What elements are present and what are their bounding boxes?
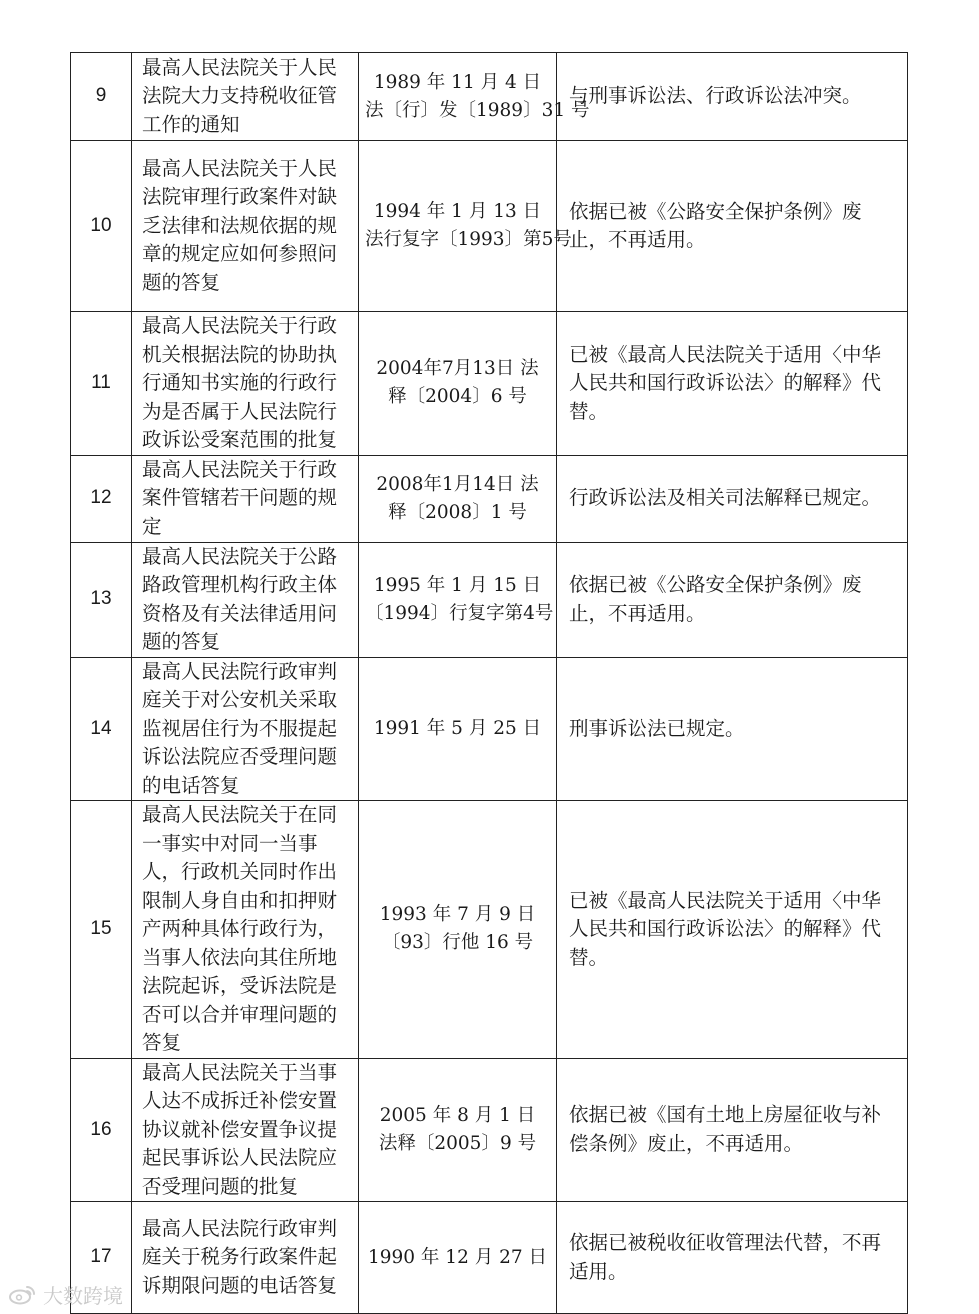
document-title: 最高人民法院关于行政机关根据法院的协助执行通知书实施的行政行为是否属于人民法院行政诉讼受案范围的批复 (142, 314, 338, 451)
document-number: 〔93〕行他 16 号 (381, 932, 534, 954)
issue-date: 2004年7月13日 法 (376, 358, 539, 380)
issue-date-cell (359, 455, 557, 542)
weibo-logo-icon (8, 1283, 38, 1305)
issue-date-cell (359, 801, 557, 1059)
table-row (71, 657, 908, 801)
row-number: 15 (71, 801, 132, 1059)
issue-date: 2005 年 8 月 1 日 (379, 1104, 536, 1126)
issue-date-cell (359, 53, 590, 141)
repeal-reason: 行政诉讼法及相关司法解释已规定。 (569, 486, 882, 510)
issue-date: 1991 年 5 月 25 日 (373, 717, 542, 739)
table-row (71, 542, 908, 657)
table-row (71, 1058, 908, 1202)
repeal-reason-cell (557, 801, 908, 1059)
watermark (8, 1281, 123, 1307)
issue-date: 1989 年 11 月 4 日 (373, 71, 542, 93)
document-title: 最高人民法院关于公路路政管理机构行政主体资格及有关法律适用问题的答复 (142, 544, 338, 653)
row-number: 11 (71, 312, 132, 456)
table-row (71, 312, 908, 456)
row-number: 10 (71, 141, 132, 312)
repeal-reason-cell (557, 1202, 908, 1314)
repeal-reason: 已被《最高人民法院关于适用〈中华人民共和国行政诉讼法〉的解释》代替。 (569, 342, 882, 423)
document-title-cell (132, 1058, 359, 1202)
document-number: 释〔2004〕6 号 (388, 386, 527, 408)
issue-date-cell (359, 657, 557, 801)
issue-date: 2008年1月14日 法 (376, 473, 539, 495)
document-number: 法行复字〔1993〕第5号 (365, 229, 572, 250)
document-title-cell (132, 1202, 359, 1314)
document-number: 法释〔2005〕9 号 (378, 1132, 537, 1154)
issue-date: 1993 年 7 月 9 日 (379, 904, 536, 926)
document-number: 法〔行〕发〔1989〕31 号 (365, 99, 590, 121)
document-title: 最高人民法院行政审判庭关于对公安机关采取监视居住行为不服提起诉讼法院应否受理问题的电话答复 (142, 659, 338, 797)
row-number: 14 (71, 657, 132, 801)
table-row (71, 801, 908, 1059)
issue-date-cell (359, 542, 557, 657)
table-row (71, 1202, 908, 1314)
document-title-cell (132, 542, 359, 657)
row-number: 12 (71, 455, 132, 542)
repeal-reason: 与刑事诉讼法、行政诉讼法冲突。 (569, 84, 862, 108)
issue-date-cell (359, 141, 572, 312)
document-title-cell (132, 53, 359, 141)
repeal-reason: 已被《最高人民法院关于适用〈中华人民共和国行政诉讼法〉的解释》代替。 (569, 888, 882, 969)
table-row (71, 53, 908, 141)
repeal-reason-cell (557, 141, 908, 312)
document-title: 最高人民法院关于人民法院审理行政案件对缺乏法律和法规依据的规章的规定应如何参照问题的答复 (142, 156, 338, 294)
issue-date-cell (359, 1058, 557, 1202)
issue-date: 1995 年 1 月 15 日 (373, 574, 542, 596)
issue-date-cell (359, 1202, 557, 1314)
document-title: 最高人民法院行政审判庭关于税务行政案件起诉期限问题的电话答复 (142, 1216, 338, 1297)
repeal-reason: 依据已被《国有土地上房屋征收与补偿条例》废止，不再适用。 (569, 1103, 882, 1155)
issue-date: 1994 年 1 月 13 日 (373, 201, 542, 222)
document-title-cell (132, 801, 359, 1059)
row-number: 13 (71, 542, 132, 657)
repeal-reason: 依据已被税收征收管理法代替，不再适用。 (569, 1231, 882, 1283)
repeal-reason: 依据已被《公路安全保护条例》废止，不再适用。 (569, 573, 862, 625)
regulations-table (70, 52, 908, 1314)
document-title: 最高人民法院关于人民法院大力支持税收征管工作的通知 (142, 55, 338, 136)
repeal-reason-cell (557, 1058, 908, 1202)
row-number: 16 (71, 1058, 132, 1202)
issue-date-cell (359, 312, 557, 456)
document-title: 最高人民法院关于当事人达不成拆迁补偿安置协议就补偿安置争议提起民事诉讼人民法院应否受理问题的批复 (142, 1060, 338, 1198)
table-body (71, 53, 908, 1314)
table-row (71, 455, 908, 542)
repeal-reason: 依据已被《公路安全保护条例》废止，不再适用。 (569, 199, 862, 251)
document-title: 最高人民法院关于行政案件管辖若干问题的规定 (142, 457, 338, 538)
repeal-reason-cell (557, 53, 908, 141)
document-title-cell (132, 141, 359, 312)
document-number: 〔1994〕行复字第4号 (365, 602, 554, 624)
repeal-reason-cell (557, 542, 908, 657)
document-number: 释〔2008〕1 号 (388, 501, 527, 523)
document-title: 最高人民法院关于在同一事实中对同一当事人，行政机关同时作出限制人身自由和扣押财产两种具体行政行为，当事人依法向其住所地法院起诉，受诉法院是否可以合并审理问题的答复 (142, 803, 338, 1054)
document-title-cell (132, 312, 359, 456)
table-row (71, 141, 908, 312)
row-number: 9 (71, 53, 132, 141)
document-title-cell (132, 455, 359, 542)
watermark-text: 大数跨境 (43, 1283, 123, 1308)
issue-date: 1990 年 12 月 27 日 (367, 1246, 548, 1268)
row-number: 17 (71, 1202, 132, 1314)
document-title-cell (132, 657, 359, 801)
repeal-reason-cell (557, 312, 908, 456)
repeal-reason-cell (557, 657, 908, 801)
repeal-reason: 刑事诉讼法已规定。 (569, 716, 745, 740)
repeal-reason-cell (557, 455, 908, 542)
